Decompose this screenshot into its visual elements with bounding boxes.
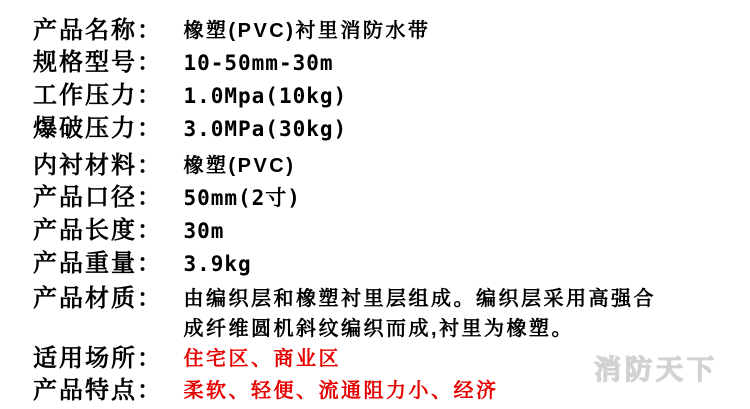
spec-value-line: 由编织层和橡塑衬里层组成。编织层采用高强合 [183,288,656,310]
spec-value: 30m [183,219,225,243]
watermark: 消防天下 [594,355,718,385]
spec-row-lining-material [33,151,733,183]
spec-value: 3.9kg [183,252,252,276]
spec-value-line: 成纤维圆机斜纹编织而成,衬里为橡塑。 [183,318,575,340]
spec-row-working-pressure [33,81,733,114]
spec-row-material [33,284,733,344]
spec-label: 产品口径： [33,184,163,211]
spec-value: 3.0MPa(30kg) [183,117,348,141]
spec-row-diameter [33,183,733,216]
spec-label: 适用场所： [33,345,163,372]
spec-label: 产品重量： [33,250,163,277]
spec-value: 柔软、轻便、流通阻力小、经济 [183,380,499,402]
spec-label: 内衬材料： [33,152,163,179]
spec-value: 橡塑(PVC)衬里消防水带 [183,20,431,42]
spec-row-length [33,216,733,249]
spec-value: 橡塑(PVC) [183,155,296,177]
spec-row-model [33,48,733,81]
spec-value: 住宅区、商业区 [183,348,341,370]
spec-value-multiline [183,284,723,344]
spec-label: 产品材质： [33,285,163,312]
spec-value: 10-50mm-30m [183,51,334,75]
spec-label: 产品特点： [33,377,163,404]
spec-label: 爆破压力： [33,115,163,142]
spec-row-burst-pressure [33,114,733,147]
spec-value: 50mm(2寸) [183,186,301,210]
spec-value: 1.0Mpa(10kg) [183,84,348,108]
spec-row-weight [33,249,733,282]
spec-label: 规格型号： [33,49,163,76]
spec-label: 工作压力： [33,82,163,109]
spec-label: 产品长度： [33,217,163,244]
spec-label: 产品名称： [33,17,163,44]
spec-row-product-name [33,16,733,48]
